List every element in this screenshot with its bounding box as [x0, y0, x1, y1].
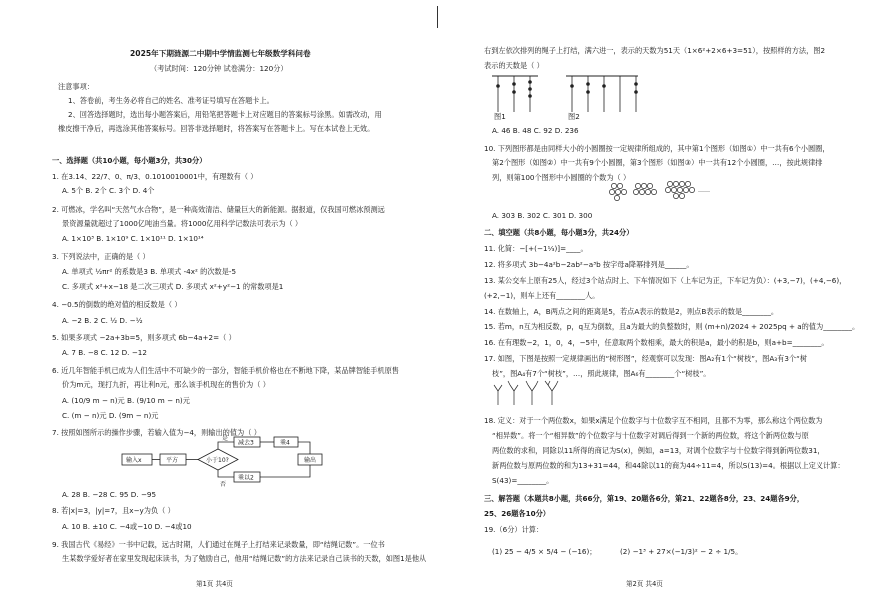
question-16: 16. 在有理数−2，1，0，4，−5中，任意取两个数相乘，最大的积是a，最小的积是b，则a+b=________。 — [484, 338, 829, 347]
question-9-line-2: 生某数学爱好者在家里发现起床读书，为了勉励自己，他用“结绳记数”的方法来记录自己读书的天数，如图1是他从 — [62, 554, 427, 563]
question-19-part-1: (1) 25 − 4/5 × 5/4 − (−16)； — [492, 547, 597, 556]
question-18-line-2: “相异数”。将一个“相异数”的个位数字与十位数字对调后得到一个新的两位数，将这个新两位数与原 — [492, 431, 809, 440]
right-page — [440, 0, 870, 614]
page-divider — [437, 6, 438, 28]
section-3-heading-1: 三、解答题（本题共8小题，共66分，第19、20题各6分，第21、22题各8分，23、24题各9分， — [484, 494, 805, 503]
figure-1-label: 图1 — [494, 112, 506, 121]
flowchart-output-label: 输出 — [304, 457, 317, 464]
question-10-line-3: 列，则第100个图形中小圆圈的个数为（ ） — [492, 173, 631, 182]
question-8-options: A. 10 B. ±10 C. −4或−10 D. −4或10 — [62, 522, 192, 531]
exam-title: 2025年下期涟源二中期中学情监测七年级数学科问卷 — [130, 49, 311, 58]
question-8: 8. 若|x|=3，|y|=7，且x−y为负（ ） — [52, 506, 175, 515]
section-3-heading-2: 25、26题各10分） — [484, 509, 550, 518]
question-3-options-cd: C. 多项式 x²+x−18 是二次三项式 D. 多项式 x²+y²−1 的常数项是1 — [62, 282, 284, 291]
question-10-line-2: 第2个图形（如图②）中一共有9个小圆圈，第3个图形（如图③）中一共有12个小圆圈，…，按此规律排 — [492, 158, 823, 167]
question-18-line-5: S(43)=________。 — [492, 476, 554, 485]
question-6-options-ab: A. (10/9 m − n)元 B. (9/10 m − n)元 — [62, 396, 190, 405]
question-17-line-2: 枝”，图A₄有7个“树枝”，…，照此规律，图A₆有________个“树枝”。 — [492, 369, 711, 378]
question-9-continued-1: 右到左依次排列的绳子上打结，满六进一，表示的天数为51天（1×6²+2×6+3=51），按照样的方法，图2 — [484, 46, 826, 55]
question-17-line-1: 17. 如图，下图是按照一定规律画出的“树形图”，经观察可以发现：图A₂有1个“树枝”，图A₃有3个“树 — [484, 354, 808, 363]
question-5: 5. 如果多项式 −2a+3b=5，则多项式 6b−4a+2=（ ） — [52, 333, 236, 342]
question-19: 19.（6分）计算： — [484, 525, 544, 534]
question-3: 3. 下列说法中，正确的是（ ） — [52, 252, 150, 261]
knot-figure-1 — [492, 76, 538, 112]
question-2-options: A. 1×10³ B. 1×10⁹ C. 1×10¹¹ D. 1×10¹⁴ — [62, 234, 204, 243]
flowchart-square-label: 平方 — [166, 457, 179, 464]
question-7: 7. 按照如图所示的操作步骤，若输入值为−4，则输出的值为（ ） — [52, 428, 261, 437]
question-2-line-1: 2. 可燃冰，学名叫“天然气水合物”，是一种高效清洁、储量巨大的新能源。据报道，仅我国可燃冰预测远 — [52, 205, 385, 214]
question-4-options: A. −2 B. 2 C. ½ D. −½ — [62, 316, 143, 325]
right-page-footer: 第2页 共4页 — [626, 580, 663, 588]
question-3-options-ab: A. 单项式 ½πr² 的系数是3 B. 单项式 -4x² 的次数是-5 — [62, 267, 237, 276]
question-1: 1. 在3.14、22/7、0、π/3、0.1010010001中，有理数有（ ） — [52, 172, 258, 181]
question-9-continued-2: 表示的天数是（ ） — [484, 61, 544, 70]
tree-figures — [494, 381, 584, 407]
section-1-heading: 一、选择题（共10小题，每小题3分，共30分） — [52, 156, 207, 165]
question-18-line-4: 新两位数与原两位数的和为13+31=44，和44除以11的商为44÷11=4，所以S(13)=4。根据以上定义计算： — [492, 461, 845, 470]
question-14: 14. 在数轴上，A，B两点之间的距离是5，若点A表示的数是2，则点B表示的数是________。 — [484, 307, 779, 316]
question-19-part-2: (2) −1³ + 27×(−1/3)² − 2 ÷ 1/5。 — [620, 547, 743, 556]
question-5-options: A. 7 B. −8 C. 12 D. −12 — [62, 348, 147, 357]
question-1-options: A. 5个 B. 2个 C. 3个 D. 4个 — [62, 186, 155, 195]
flowchart-yes-label: 是 — [222, 435, 229, 442]
notes-heading: 注意事项： — [58, 82, 94, 91]
question-11: 11. 化简：−[+(−1⅓)]=____。 — [484, 244, 588, 253]
question-13-line-2: (+2,−1)，则车上还有________人。 — [484, 291, 600, 300]
question-18-line-1: 18. 定义：对于一个两位数x，如果x满足个位数字与十位数字互不相同，且都不为零，那么称这个两位数为 — [484, 416, 823, 425]
flowchart-input-label: 输入x — [126, 457, 142, 464]
question-9-options: A. 46 B. 48 C. 92 D. 236 — [492, 126, 579, 135]
left-page-footer: 第1页 共4页 — [196, 580, 233, 588]
flowchart-condition-label: 小于10? — [206, 457, 229, 464]
question-6-line-1: 6. 近几年智能手机已成为人们生活中不可缺少的一部分，智能手机价格也在不断地下降，某品牌智能手机原售 — [52, 366, 399, 375]
question-12: 12. 将多项式 3b−4a²b−2ab²−a³b 按字母a降幂排列是______。 — [484, 260, 694, 269]
question-6-options-cd: C. (m − n)元 D. (9m − n)元 — [62, 411, 159, 420]
left-page — [0, 0, 430, 614]
question-13-line-1: 13. 某公交车上原有25人，经过3个站点时上、下车情况如下（上车记为正，下车记为负）：(+3,−7)，(+4,−6)， — [484, 276, 847, 285]
flowchart-mul4-label: 乘4 — [280, 439, 290, 447]
question-4: 4. −0.5的倒数的绝对值的相反数是（ ） — [52, 300, 182, 309]
section-2-heading: 二、填空题（共8小题，每小题3分，共24分） — [484, 228, 634, 237]
question-9-line-1: 9. 我国古代《易经》一书中记载，远古时期，人们通过在绳子上打结来记录数量，即“结绳记数”。一位书 — [52, 540, 385, 549]
knot-figure-2 — [566, 76, 638, 112]
flowchart-mul-label: 乘以2 — [238, 474, 254, 482]
question-15: 15. 若m，n互为相反数，p，q互为倒数，且a为最大的负整数时，则 (m+n)/2024 + 2025pq + a的值为________。 — [484, 322, 860, 331]
note-2b: 橡皮擦干净后，再选涂其他答案标号。回答非选择题时，将答案写在答题卡上。写在本试卷上无效。 — [58, 124, 375, 133]
note-2a: 2、回答选择题时，选出每小题答案后，用铅笔把答题卡上对应题目的答案标号涂黑。如需改动，用 — [68, 110, 382, 119]
question-18-line-3: 两位数的求和，同除以11所得的商记为S(x)，例如，a=13，对调个位数字与十位数字得到新两位数31， — [492, 446, 825, 455]
knot-figures — [492, 72, 672, 120]
flowchart-diagram — [110, 434, 340, 494]
question-10-line-1: 10. 下列图形都是由同样大小的小圆圈按一定规律所组成的，其中第1个图形（如图①）中一共有6个小圆圈， — [484, 144, 830, 153]
question-10-options: A. 303 B. 302 C. 301 D. 300 — [492, 211, 593, 220]
question-7-options: A. 28 B. −28 C. 95 D. −95 — [62, 490, 157, 499]
question-6-line-2: 价为m元，现打九折，再让利n元，那么该手机现在的售价为（ ） — [62, 380, 270, 389]
flowchart-minus-label: 减去3 — [238, 439, 254, 447]
figure-2-label: 图2 — [568, 112, 580, 121]
circle-pattern-figure — [610, 180, 740, 200]
exam-subtitle: （考试时间：120分钟 试卷满分：120分） — [150, 64, 288, 73]
flowchart-no-label: 否 — [220, 481, 227, 488]
note-1: 1、答卷前，考生务必将自己的姓名、准考证号填写在答题卡上。 — [68, 96, 274, 105]
svg-text:……: …… — [698, 187, 710, 194]
question-2-line-2: 景资源量就超过了1000亿吨油当量。将1000亿用科学记数法可表示为（ ） — [62, 219, 303, 228]
